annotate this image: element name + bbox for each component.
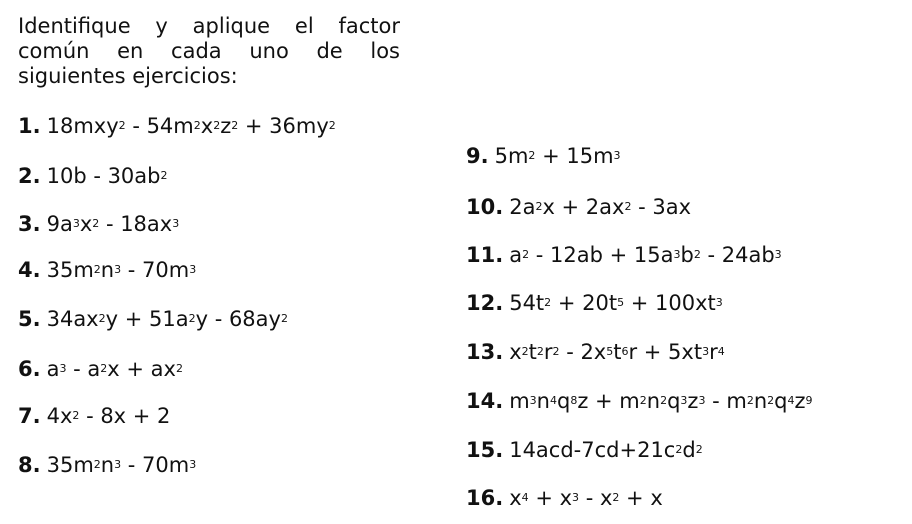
exercise-item xyxy=(18,306,288,332)
exercise-number: 7. xyxy=(18,404,41,428)
exercise-item xyxy=(18,113,336,139)
exercise-number: 3. xyxy=(18,212,41,236)
exercise-expression: $9a^3x^2 - 18ax^3$ xyxy=(46,212,180,236)
exercise-number: 5. xyxy=(18,307,41,331)
exercise-expression: $14acd-7cd+21c^2d^2$ xyxy=(509,438,703,462)
exercise-number: 9. xyxy=(466,144,489,168)
exercise-expression: $34ax^2y + 51a^2y - 68ay^2$ xyxy=(46,307,288,331)
exercise-expression: $2a^2x + 2ax^2 - 3ax$ xyxy=(509,195,692,219)
exercise-number: 1. xyxy=(18,114,41,138)
exercise-expression: $18mxy^2 - 54m^2x^2z^2 + 36my^2$ xyxy=(46,114,336,138)
exercise-number: 11. xyxy=(466,243,504,267)
exercise-expression: $35m^2n^3 - 70m^3$ xyxy=(46,453,197,477)
exercise-number: 4. xyxy=(18,258,41,282)
exercise-item xyxy=(466,339,725,365)
exercise-number: 2. xyxy=(18,164,41,188)
exercise-number: 12. xyxy=(466,291,504,315)
exercise-expression: $10b - 30ab^2$ xyxy=(46,164,168,188)
exercise-expression: $54t^2 + 20t^5 + 100xt^3$ xyxy=(509,291,723,315)
exercise-item xyxy=(18,452,196,478)
exercise-expression: $a^2 - 12ab + 15a^3b^2 - 24ab^3$ xyxy=(509,243,782,267)
exercise-number: 6. xyxy=(18,357,41,381)
exercise-number: 16. xyxy=(466,486,504,510)
exercise-number: 13. xyxy=(466,340,504,364)
exercise-expression: $x^4 + x^3 - x^2 + x$ xyxy=(509,486,663,510)
exercise-item xyxy=(466,194,691,220)
exercise-item xyxy=(466,242,782,268)
exercise-item xyxy=(466,143,621,169)
exercise-expression: $4x^2 - 8x + 2$ xyxy=(46,404,171,428)
exercise-item xyxy=(466,388,813,414)
exercise-expression: $m^3n^4q^8z + m^2n^2q^3z^3 - m^2n^2q^4z^9$ xyxy=(509,389,813,413)
exercise-expression: $5m^2 + 15m^3$ xyxy=(494,144,621,168)
exercise-item xyxy=(466,485,663,511)
exercise-item xyxy=(466,290,723,316)
exercise-expression: $x^2t^2r^2 - 2x^5t^6r + 5xt^3r^4$ xyxy=(509,340,725,364)
exercise-item xyxy=(18,257,196,283)
exercise-number: 14. xyxy=(466,389,504,413)
exercise-item xyxy=(18,403,170,429)
exercise-number: 10. xyxy=(466,195,504,219)
exercise-item xyxy=(18,356,183,382)
exercise-item xyxy=(466,437,703,463)
exercise-number: 8. xyxy=(18,453,41,477)
exercise-item xyxy=(18,163,168,189)
instructions-text: Identifique y aplique el factor común en cada uno de los siguientes ejercicios: xyxy=(18,14,400,88)
exercise-expression: $35m^2n^3 - 70m^3$ xyxy=(46,258,197,282)
exercise-item xyxy=(18,211,179,237)
exercise-number: 15. xyxy=(466,438,504,462)
exercise-expression: $a^3 - a^2x + ax^2$ xyxy=(46,357,183,381)
